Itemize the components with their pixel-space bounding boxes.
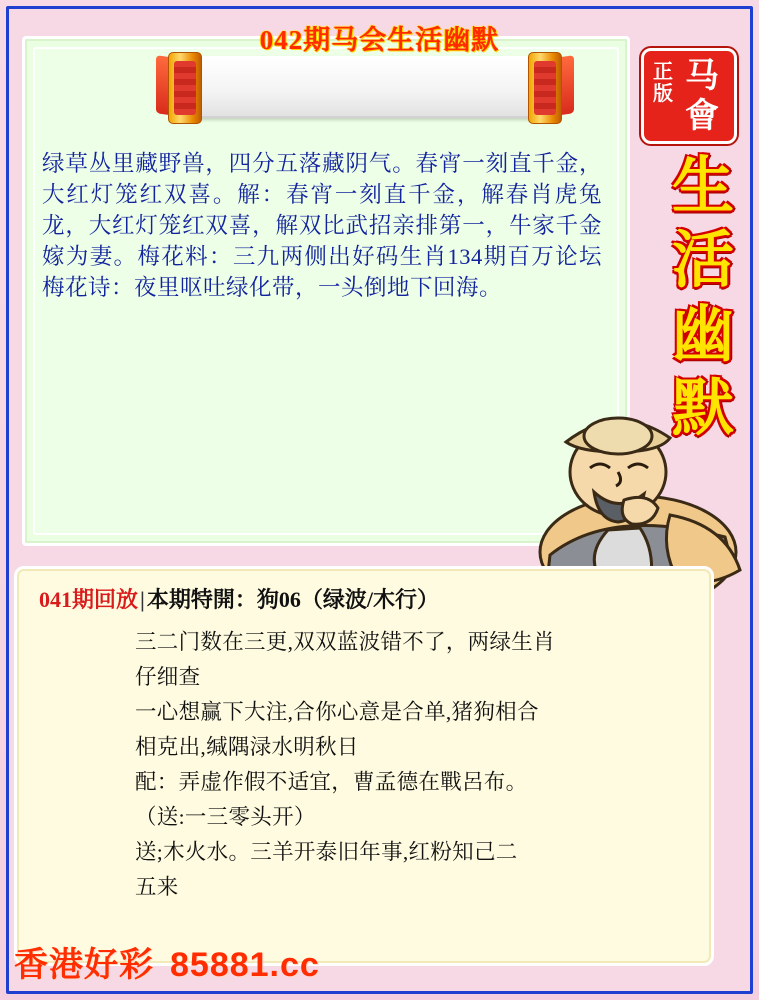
page-title: 042期马会生活幽默: [259, 25, 500, 55]
replay-line: 一心想赢下大注,合你心意是合单,猪狗相合: [135, 700, 539, 724]
vertical-title-char-4: 默: [671, 375, 734, 443]
riddle-body-text: 绿草丛里藏野兽，四分五落藏阴气。春宵一刻直千金，大红灯笼红双喜。解：春宵一刻直千金，解春肖虎兔龙，大红灯笼红双喜，解双比武招亲排第一，牛家千金嫁为妻。梅花料：三九两侧出好码生肖134期百万论坛梅花诗：夜里呕吐绿化带，一头倒地下回海。: [42, 151, 602, 300]
scroll-roller-left-icon: [168, 52, 202, 124]
replay-period-label: 041期回放: [39, 587, 139, 612]
replay-line: 送;木火水。三羊开泰旧年事,红粉知己二: [135, 840, 518, 864]
replay-line: 仔细查: [135, 665, 201, 689]
special-open-label: 本期特開：: [146, 587, 257, 612]
replay-header: [39, 583, 439, 614]
scroll-roller-right-icon: [528, 52, 562, 124]
seal-left-label: 正版: [653, 61, 673, 105]
special-open-value: 狗06: [256, 587, 301, 612]
official-seal-badge: [641, 48, 737, 144]
bottom-content-card: [14, 566, 714, 966]
replay-line: 相克出,缄隅渌水明秋日: [135, 735, 359, 759]
watermark-brand: 香港好彩: [14, 946, 154, 984]
special-open-wave: （绿波/木行）: [300, 587, 440, 612]
replay-line: （送:一三零头开）: [135, 805, 316, 829]
header-separator: |: [140, 587, 145, 612]
vertical-title-char-2: 活: [671, 227, 734, 295]
replay-line: 配：弄虚作假不适宜，曹孟德在戰呂布。: [135, 770, 528, 794]
watermark: [14, 937, 320, 986]
replay-line: 三二门数在三更,双双蓝波错不了，两绿生肖: [135, 630, 555, 654]
banner-sheet: [194, 56, 536, 118]
replay-line: 五来: [135, 875, 179, 899]
replay-body-text: [135, 625, 695, 905]
vertical-title-char-1: 生: [671, 153, 734, 221]
vertical-title-char-3: 幽: [671, 301, 734, 369]
seal-right-label: 马會: [685, 58, 719, 135]
scroll-banner: [150, 48, 580, 126]
watermark-url: 85881.cc: [170, 946, 320, 984]
